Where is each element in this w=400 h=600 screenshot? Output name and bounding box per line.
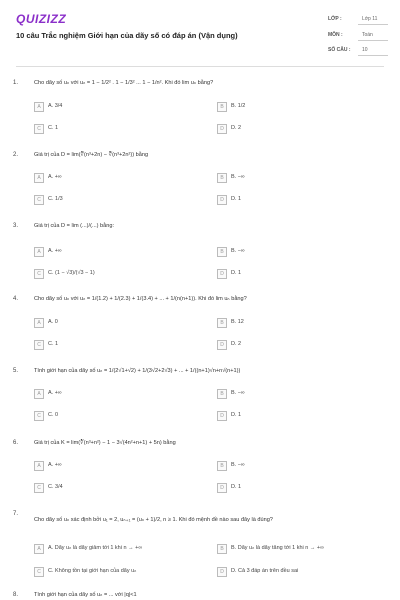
option-key: D	[217, 567, 227, 577]
option-text: A. +∞	[48, 390, 62, 396]
option-c[interactable]	[34, 411, 204, 421]
option-key: C	[34, 567, 44, 577]
option-text: A. +∞	[48, 462, 62, 468]
option-text: C. 0	[48, 412, 59, 418]
option-key: B	[217, 461, 227, 471]
option-text: B. −∞	[231, 248, 245, 254]
option-text: C. 1	[48, 125, 59, 131]
option-c[interactable]	[34, 483, 204, 493]
option-key: A	[34, 389, 44, 399]
option-text: D. Cả 3 đáp án trên đều sai	[231, 568, 299, 574]
brand-logo: QUIZIZZ	[16, 12, 67, 26]
option-c[interactable]	[34, 124, 204, 134]
option-text: A. Dãy uₙ là dãy giảm tới 1 khi n → +∞	[48, 545, 143, 551]
option-d[interactable]	[217, 483, 387, 493]
option-key: B	[217, 389, 227, 399]
option-key: A	[34, 247, 44, 257]
option-text: C. (1 − √3)/(√3 − 1)	[48, 270, 95, 276]
option-b[interactable]	[217, 318, 387, 328]
question-text: Tính giới hạn của dãy số uₙ = 1/(2√1+√2) + 1/(3√2+2√3) + ... + 1/((n+1)√n+n√(n+1))	[34, 368, 241, 374]
question-number: 3.	[13, 223, 19, 229]
question-number: 5.	[13, 368, 19, 374]
option-key: B	[217, 102, 227, 112]
option-key: B	[217, 173, 227, 183]
option-d[interactable]	[217, 340, 387, 350]
option-b[interactable]	[217, 544, 387, 554]
option-b[interactable]	[217, 102, 387, 112]
meta-class	[328, 14, 388, 25]
option-text: C. 1	[48, 341, 59, 347]
option-a[interactable]	[34, 173, 204, 183]
question-number: 4.	[13, 296, 19, 302]
option-key: C	[34, 340, 44, 350]
option-text: B. −∞	[231, 462, 245, 468]
option-key: D	[217, 411, 227, 421]
meta-label: MÔN :	[328, 32, 343, 38]
option-text: D. 1	[231, 484, 242, 490]
option-text: D. 2	[231, 341, 242, 347]
option-text: A. 3/4	[48, 103, 63, 109]
option-text: A. +∞	[48, 174, 62, 180]
option-key: D	[217, 483, 227, 493]
option-text: B. 12	[231, 319, 244, 325]
option-d[interactable]	[217, 195, 387, 205]
meta-label: LỚP :	[328, 16, 342, 22]
question-number: 6.	[13, 440, 19, 446]
option-text: A. 0	[48, 319, 58, 325]
option-b[interactable]	[217, 389, 387, 399]
option-b[interactable]	[217, 461, 387, 471]
page-title: 10 câu Trắc nghiệm Giới hạn của dãy số có đáp án (Vận dụng)	[16, 31, 238, 40]
option-d[interactable]	[217, 269, 387, 279]
worksheet-header	[0, 0, 400, 64]
option-b[interactable]	[217, 247, 387, 257]
option-b[interactable]	[217, 173, 387, 183]
option-c[interactable]	[34, 269, 204, 279]
meta-underline	[358, 55, 388, 56]
option-text: D. 1	[231, 412, 242, 418]
question-text: Cho dãy số uₙ với uₙ = 1 − 1/2² . 1 − 1/3² ... 1 − 1/n². Khi đó lim uₙ bằng?	[34, 80, 214, 86]
meta-underline	[358, 40, 388, 41]
option-text: B. −∞	[231, 174, 245, 180]
question-text: Tính giới hạn của dãy số uₙ = ... với |q|<1	[34, 592, 137, 598]
question-number: 2.	[13, 152, 19, 158]
option-key: B	[217, 544, 227, 554]
meta-value: 10	[362, 47, 368, 53]
option-key: C	[34, 124, 44, 134]
meta-question-count	[328, 45, 388, 56]
option-a[interactable]	[34, 318, 204, 328]
option-text: D. 2	[231, 125, 242, 131]
option-key: C	[34, 411, 44, 421]
option-d[interactable]	[217, 411, 387, 421]
option-text: C. 1/3	[48, 196, 63, 202]
question-number: 7.	[13, 511, 19, 517]
option-a[interactable]	[34, 389, 204, 399]
option-a[interactable]	[34, 102, 204, 112]
question-text: Giá trị của D = lim(∛(n³+2n) − ∛(n³+2n²)) bằng	[34, 152, 149, 158]
option-key: B	[217, 318, 227, 328]
meta-underline	[358, 24, 388, 25]
option-text: D. 1	[231, 196, 242, 202]
option-text: B. Dãy uₙ là dãy tăng tới 1 khi n → +∞	[231, 545, 325, 551]
option-text: C. Không tồn tại giới hạn của dãy uₙ	[48, 568, 137, 574]
option-c[interactable]	[34, 195, 204, 205]
option-d[interactable]	[217, 124, 387, 134]
option-d[interactable]	[217, 567, 387, 577]
option-text: A. +∞	[48, 248, 62, 254]
meta-label: SỐ CÂU :	[328, 47, 351, 53]
option-a[interactable]	[34, 247, 204, 257]
meta-subject	[328, 30, 388, 41]
option-key: C	[34, 269, 44, 279]
option-text: B. −∞	[231, 390, 245, 396]
option-a[interactable]	[34, 544, 204, 554]
option-text: C. 3/4	[48, 484, 63, 490]
option-key: D	[217, 195, 227, 205]
meta-value: Lớp 11	[362, 16, 378, 22]
option-key: A	[34, 461, 44, 471]
option-key: A	[34, 544, 44, 554]
option-key: B	[217, 247, 227, 257]
option-key: D	[217, 124, 227, 134]
option-c[interactable]	[34, 567, 204, 577]
question-text: Cho dãy số uₙ với uₙ = 1/(1.2) + 1/(2.3) + 1/(3.4) + ... + 1/(n(n+1)). Khi đó lim uₙ bằng?	[34, 296, 247, 302]
option-key: D	[217, 269, 227, 279]
question-number: 1.	[13, 80, 19, 86]
option-key: C	[34, 483, 44, 493]
option-key: C	[34, 195, 44, 205]
question-text: Cho dãy số uₙ xác định bởi u₁ = 2, uₙ₊₁ = (uₙ + 1)/2, n ≥ 1. Khi đó mệnh đề nào sau đây là đúng?	[34, 517, 273, 523]
option-c[interactable]	[34, 340, 204, 350]
option-text: B. 1/2	[231, 103, 246, 109]
option-key: A	[34, 102, 44, 112]
option-key: D	[217, 340, 227, 350]
option-key: A	[34, 173, 44, 183]
header-divider	[16, 66, 384, 67]
option-a[interactable]	[34, 461, 204, 471]
meta-value: Toán	[362, 32, 373, 38]
option-key: A	[34, 318, 44, 328]
question-number: 8.	[13, 592, 19, 598]
question-text: Giá trị của K = lim(∛(n³+n²) − 1 − 3√(4n²+n+1) + 5n) bằng	[34, 440, 176, 446]
question-text: Giá trị của D = lim (...)/(...) bằng:	[34, 223, 115, 229]
option-text: D. 1	[231, 270, 242, 276]
